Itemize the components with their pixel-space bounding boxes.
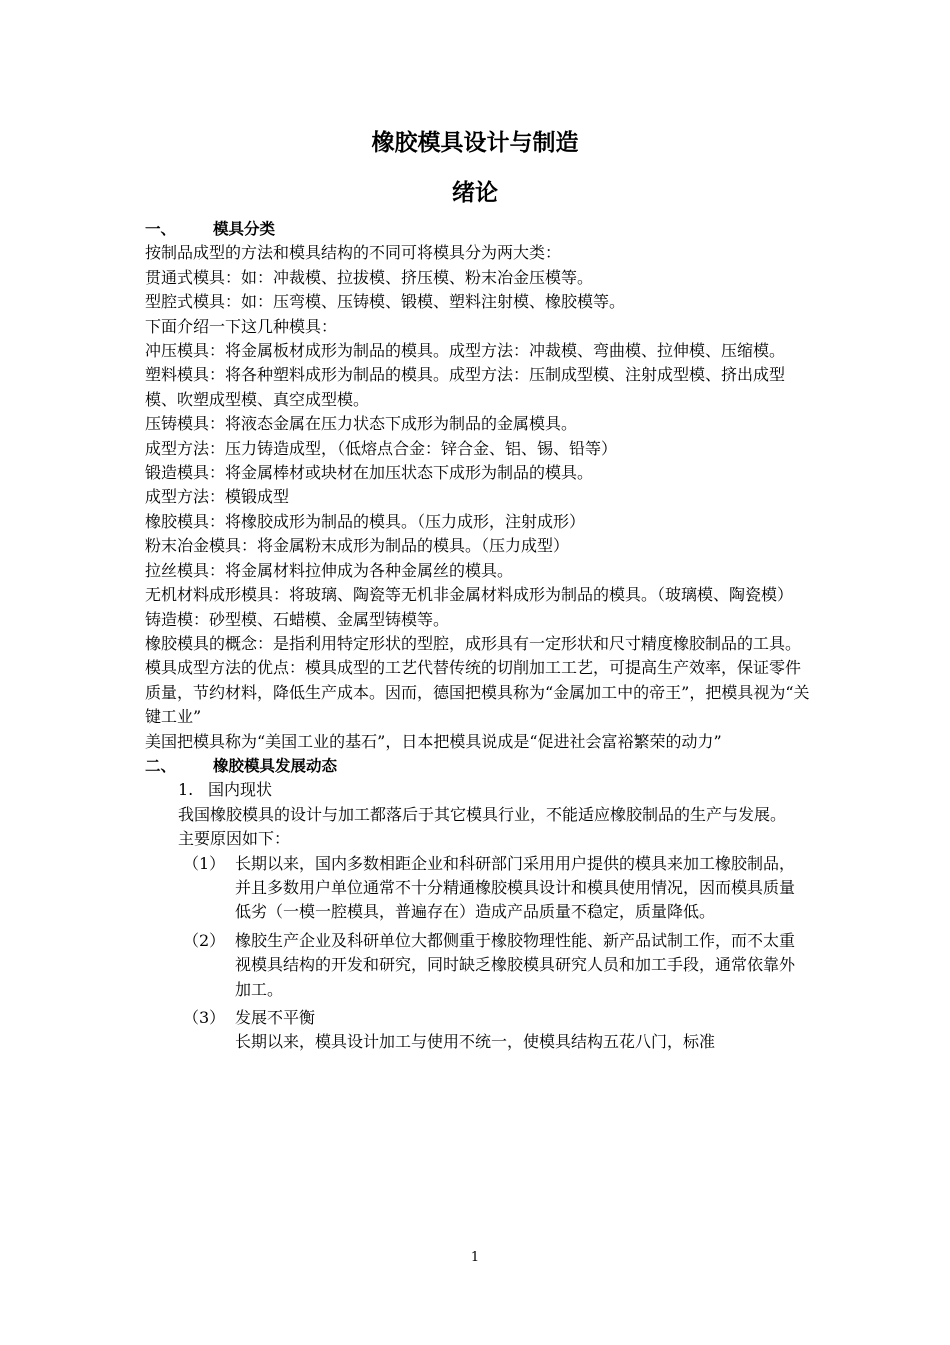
document-title: 橡胶模具设计与制造 [371,130,579,156]
paragraph: 压铸模具：将液态金属在压力状态下成形为制品的金属模具。 [145,414,578,434]
list-item-number: （3） [183,1008,226,1027]
paragraph: 粉末冶金模具：将金属粉末成形为制品的模具。（压力成型） [145,536,570,556]
paragraph: 成型方法：压力铸造成型，（低熔点合金：锌合金、铝、锡、铅等） [145,438,618,458]
chapter-title: 绪论 [452,180,498,206]
subsection-heading-text: 国内现状 [208,780,273,800]
paragraph: 拉丝模具：将金属材料拉伸成为各种金属丝的模具。 [145,560,514,580]
paragraph: 主要原因如下： [178,829,291,849]
section-heading [145,754,810,778]
paragraph: 铸造模：砂型模、石蜡模、金属型铸模等。 [145,609,450,629]
paragraph: 按制品成型的方法和模具结构的不同可将模具分为两大类： [145,243,562,263]
subsection-number: 1. [178,780,194,800]
section-heading-text: 模具分类 [213,220,276,238]
paragraph: 橡胶模具的概念：是指利用特定形状的型腔，成形具有一定形状和尺寸精度橡胶制品的工具。 [145,633,802,653]
list-item-text: 长期以来，国内多数相距企业和科研部门采用用户提供的模具来加工橡胶制品，并且多数用户单位通常不十分精通橡胶模具设计和模具使用情况，因而模具质量低劣（一模一腔模具，普遍存在）造成产品质量不稳定，质量降低。 [235,853,796,922]
list-item-continuation [145,1030,810,1054]
paragraph: 无机材料成形模具：将玻璃、陶瓷等无机非金属材料成形为制品的模具。（玻璃模、陶瓷模） [145,585,794,605]
section-heading-text: 橡胶模具发展动态 [213,756,338,775]
paragraph: 型腔式模具：如：压弯模、压铸模、锻模、塑料注射模、橡胶模等。 [145,292,626,312]
document-body [145,217,810,1059]
paragraph: 美国把模具称为“美国工业的基石”，日本把模具说成是“促进社会富裕繁荣的动力” [145,731,722,751]
paragraph: 成型方法：模锻成型 [145,487,290,507]
section-heading [145,217,810,241]
list-item [145,852,810,925]
list-item-number: （1） [183,853,226,873]
list-item [145,929,810,1002]
paragraph: 冲压模具：将金属板材成形为制品的模具。成型方法：冲裁模、弯曲模、拉伸模、压缩模。 [145,341,786,361]
page-number: 1 [470,1250,480,1265]
list-item [145,1006,810,1030]
paragraph: 锻造模具：将金属棒材或块材在加压状态下成形为制品的模具。 [145,463,594,483]
paragraph: 塑料模具：将各种塑料成形为制品的模具。成型方法：压制成型模、注射成型模、挤出成型模、吹塑成型模、真空成型模。 [145,365,786,409]
paragraph: 下面介绍一下这几种模具： [145,316,338,336]
paragraph: 模具成型方法的优点：模具成型的工艺代替传统的切削加工工艺，可提高生产效率，保证零件质量，节约材料，降低生产成本。因而，德国把模具称为“金属加工中的帝王”，把模具视为“关键工业” [145,658,810,727]
section-number: 二、 [145,756,177,775]
subsection-heading [178,778,810,802]
section-number: 一、 [145,220,177,238]
paragraph: 贯通式模具：如：冲裁模、拉拔模、挤压模、粉末冶金压模等。 [145,267,594,287]
list-item-text: 发展不平衡 [235,1008,316,1027]
paragraph: 我国橡胶模具的设计与加工都落后于其它模具行业，不能适应橡胶制品的生产与发展。 [178,804,787,824]
list-item-number: （2） [183,930,226,950]
list-item-text: 橡胶生产企业及科研单位大都侧重于橡胶物理性能、新产品试制工作，而不太重视模具结构的开发和研究，同时缺乏橡胶模具研究人员和加工手段，通常依靠外加工。 [235,930,796,999]
paragraph: 橡胶模具：将橡胶成形为制品的模具。（压力成形，注射成形） [145,511,586,531]
list-item-text: 长期以来，模具设计加工与使用不统一，使模具结构五花八门，标准 [235,1032,716,1052]
